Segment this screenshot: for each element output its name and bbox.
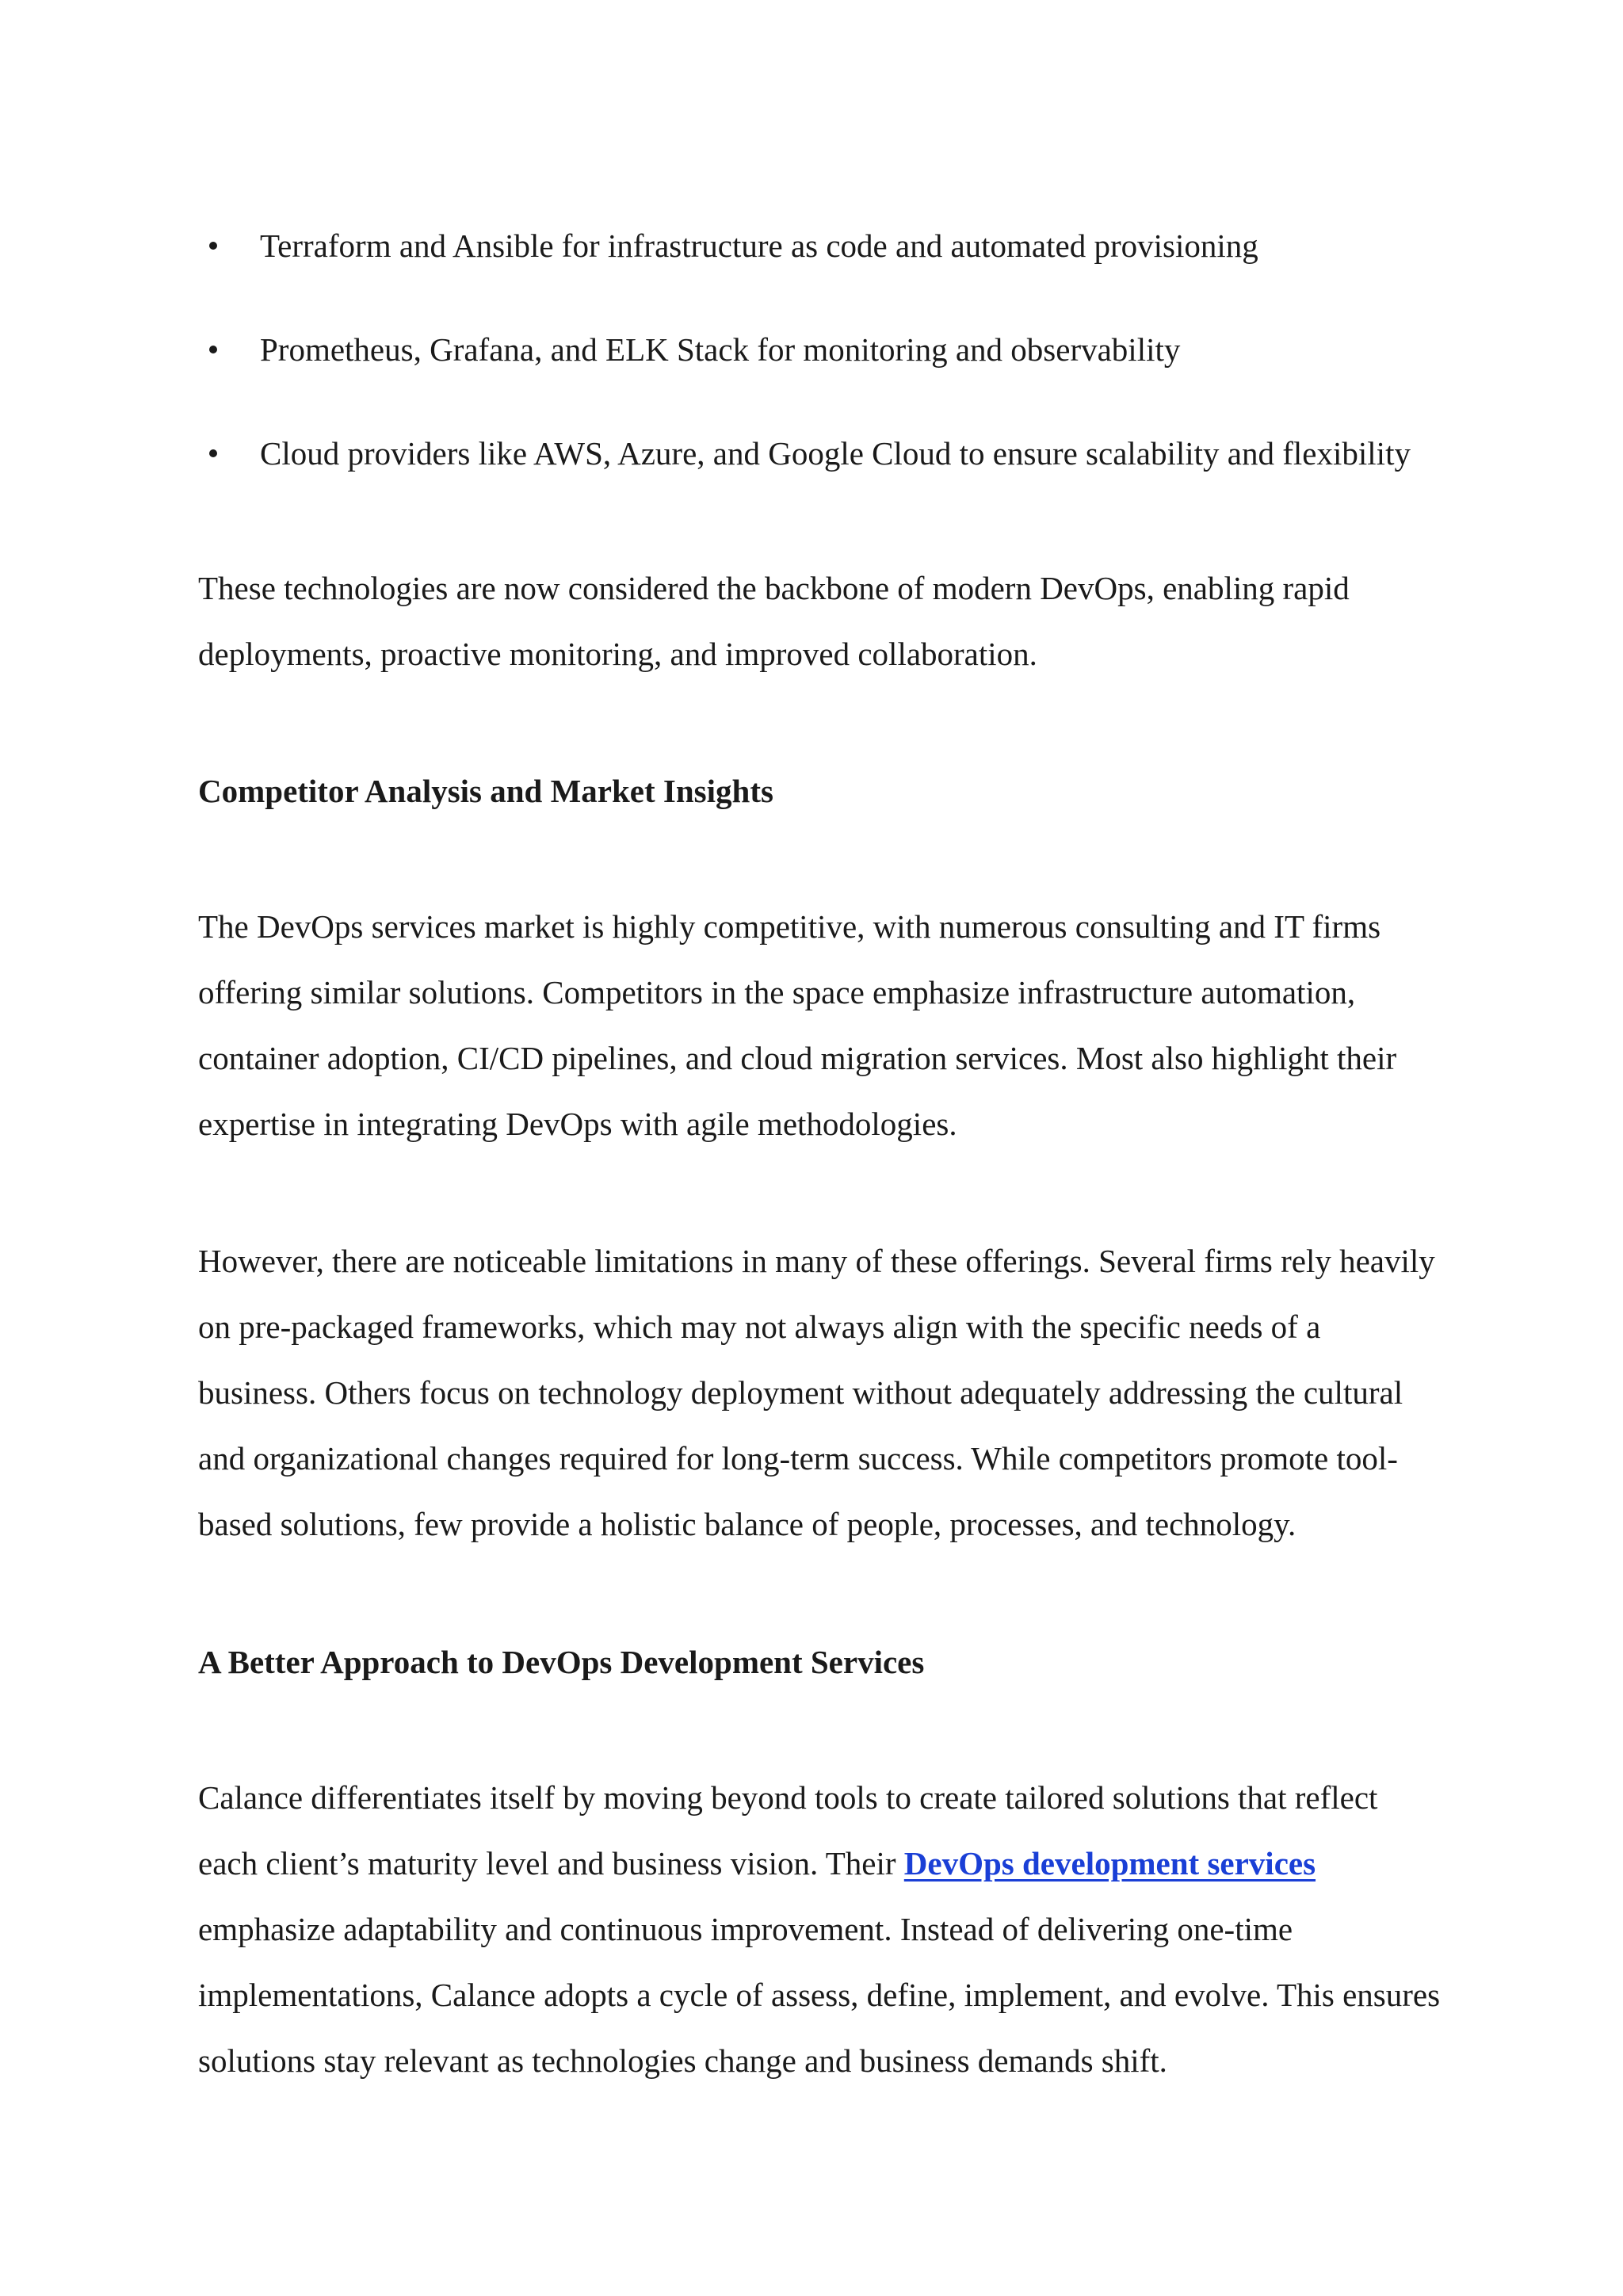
bullet-item-terraform: [198, 214, 1442, 318]
bullet-dot-icon: [209, 346, 217, 353]
paragraph-text-after-link: emphasize adaptability and continuous improvement. Instead of delivering one-time implementations, Calance adopts a cycle of assess, define, implement, and evolve. This ensures solutions stay relevant as technologies change and business demands shift.: [198, 1911, 1441, 2079]
bullet-text: Cloud providers like AWS, Azure, and Google Cloud to ensure scalability and flexibility: [260, 435, 1411, 472]
heading-competitor-analysis: Competitor Analysis and Market Insights: [198, 773, 773, 809]
tools-bullet-list: [198, 214, 1442, 525]
bullet-dot-icon: [209, 449, 217, 457]
bullet-dot-icon: [209, 242, 217, 250]
paragraph-technologies-backbone: These technologies are now considered the backbone of modern DevOps, enabling rapid deployments, proactive monitoring, and improved collaboration.: [198, 570, 1350, 672]
bullet-text: Terraform and Ansible for infrastructure as code and automated provisioning: [260, 227, 1258, 264]
bullet-item-cloud-providers: [198, 422, 1442, 525]
paragraph-limitations: However, there are noticeable limitations in many of these offerings. Several firms rely heavily on pre-packaged frameworks, which may not always align with the specific needs of a business. Others focus on technology deployment without adequately addressing the cultural and organizational changes required for long-term success. While competitors promote tool-based solutions, few provide a holistic balance of people, processes, and technology.: [198, 1243, 1435, 1542]
bullet-item-prometheus: [198, 318, 1442, 422]
paragraph-market-competition: The DevOps services market is highly competitive, with numerous consulting and IT firms offering similar solutions. Competitors in the space emphasize infrastructure automation, container adoption, CI/CD pipelines, and cloud migration services. Most also highlight their expertise in integrating DevOps with agile methodologies.: [198, 908, 1397, 1142]
devops-services-link[interactable]: DevOps development services: [903, 1845, 1316, 1881]
paragraph-calance-approach: [198, 1765, 1442, 2094]
heading-better-approach: A Better Approach to DevOps Development Services: [198, 1644, 925, 1680]
paragraph-text-before-link: Calance differentiates itself by moving beyond tools to create tailored solutions that reflect each client’s maturity level and business vision. Their: [198, 1779, 1378, 1881]
bullet-text: Prometheus, Grafana, and ELK Stack for monitoring and observability: [260, 331, 1181, 368]
